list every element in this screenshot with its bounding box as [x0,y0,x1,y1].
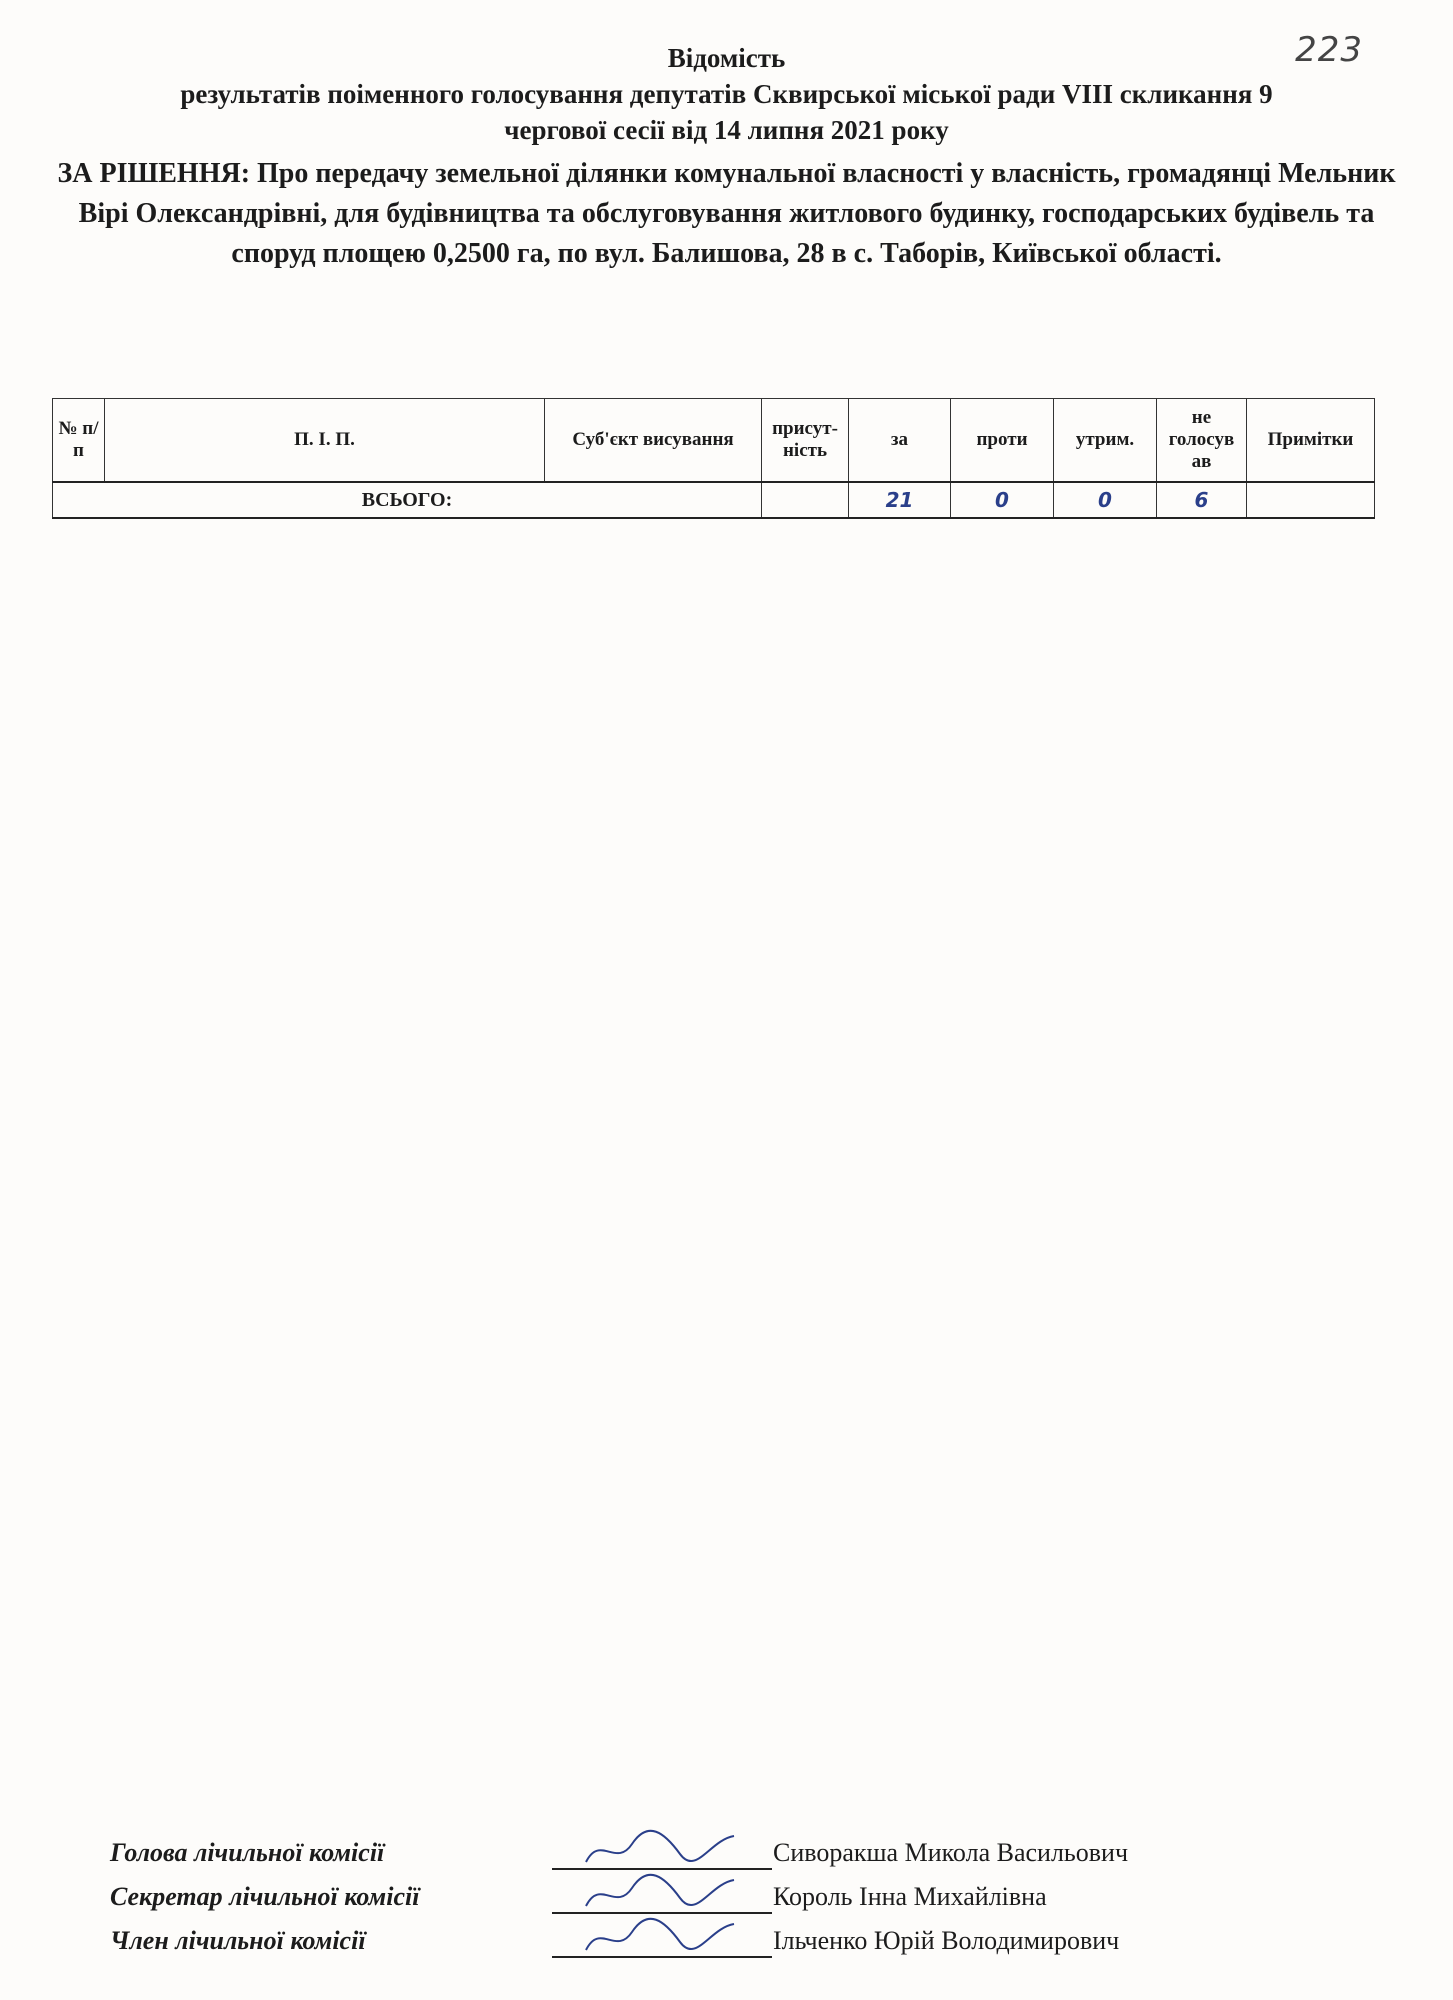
commission-person: Король Інна Михайлівна [773,1882,1047,1911]
total-abstain: 0 [1054,482,1157,518]
document-subtitle-line-1: результатів поіменного голосування депутатів Сквирської міської ради VIII скликання 9 [180,79,1273,109]
col-header-party: Суб'єкт висування [545,399,762,483]
col-header-name: П. І. П. [105,399,545,483]
col-header-not-voted: не голосув ав [1157,399,1247,483]
commission-role: Голова лічильної комісії [110,1838,385,1867]
commission-role: Секретар лічильної комісії [110,1882,420,1911]
table-header-row [53,399,1375,483]
col-header-notes: Примітки [1247,399,1375,483]
col-header-number: № п/п [53,399,105,483]
total-label: ВСЬОГО: [53,482,762,518]
total-against: 0 [951,482,1054,518]
total-presence [762,482,849,518]
col-header-against: проти [951,399,1054,483]
handwritten-signature-icon [580,1916,740,1960]
commission-role: Член лічильної комісії [110,1926,366,1955]
commission-member-row [110,1922,1360,1966]
document-title: Відомість [667,43,786,73]
total-notes [1247,482,1375,518]
commission-person: Сиворакша Микола Васильович [773,1838,1129,1867]
voting-table [52,398,1375,519]
commission-person: Ільченко Юрій Володимирович [773,1926,1120,1955]
total-row [53,482,1375,518]
col-header-presence: присут-ність [762,399,849,483]
handwritten-signature-icon [580,1828,740,1872]
col-header-abstain: утрим. [1054,399,1157,483]
document-header [40,40,1413,274]
decision-subject: ЗА РІШЕННЯ: Про передачу земельної ділянки комунальної власності у власність, громадянці Мельник Вірі Олександрівні, для будівництва та обслуговування житлового будинку, господарських будівель та споруд площею 0,2500 га, по вул. Балишова, 28 в с. Таборів, Київської області. [57,158,1396,269]
page-number: 223 [1295,30,1363,70]
total-not-voted: 6 [1157,482,1247,518]
col-header-for: за [849,399,951,483]
handwritten-signature-icon [580,1872,740,1916]
document-subtitle-line-2: чергової сесії від 14 липня 2021 року [504,115,949,145]
total-for: 21 [849,482,951,518]
counting-commission [110,1834,1360,1966]
